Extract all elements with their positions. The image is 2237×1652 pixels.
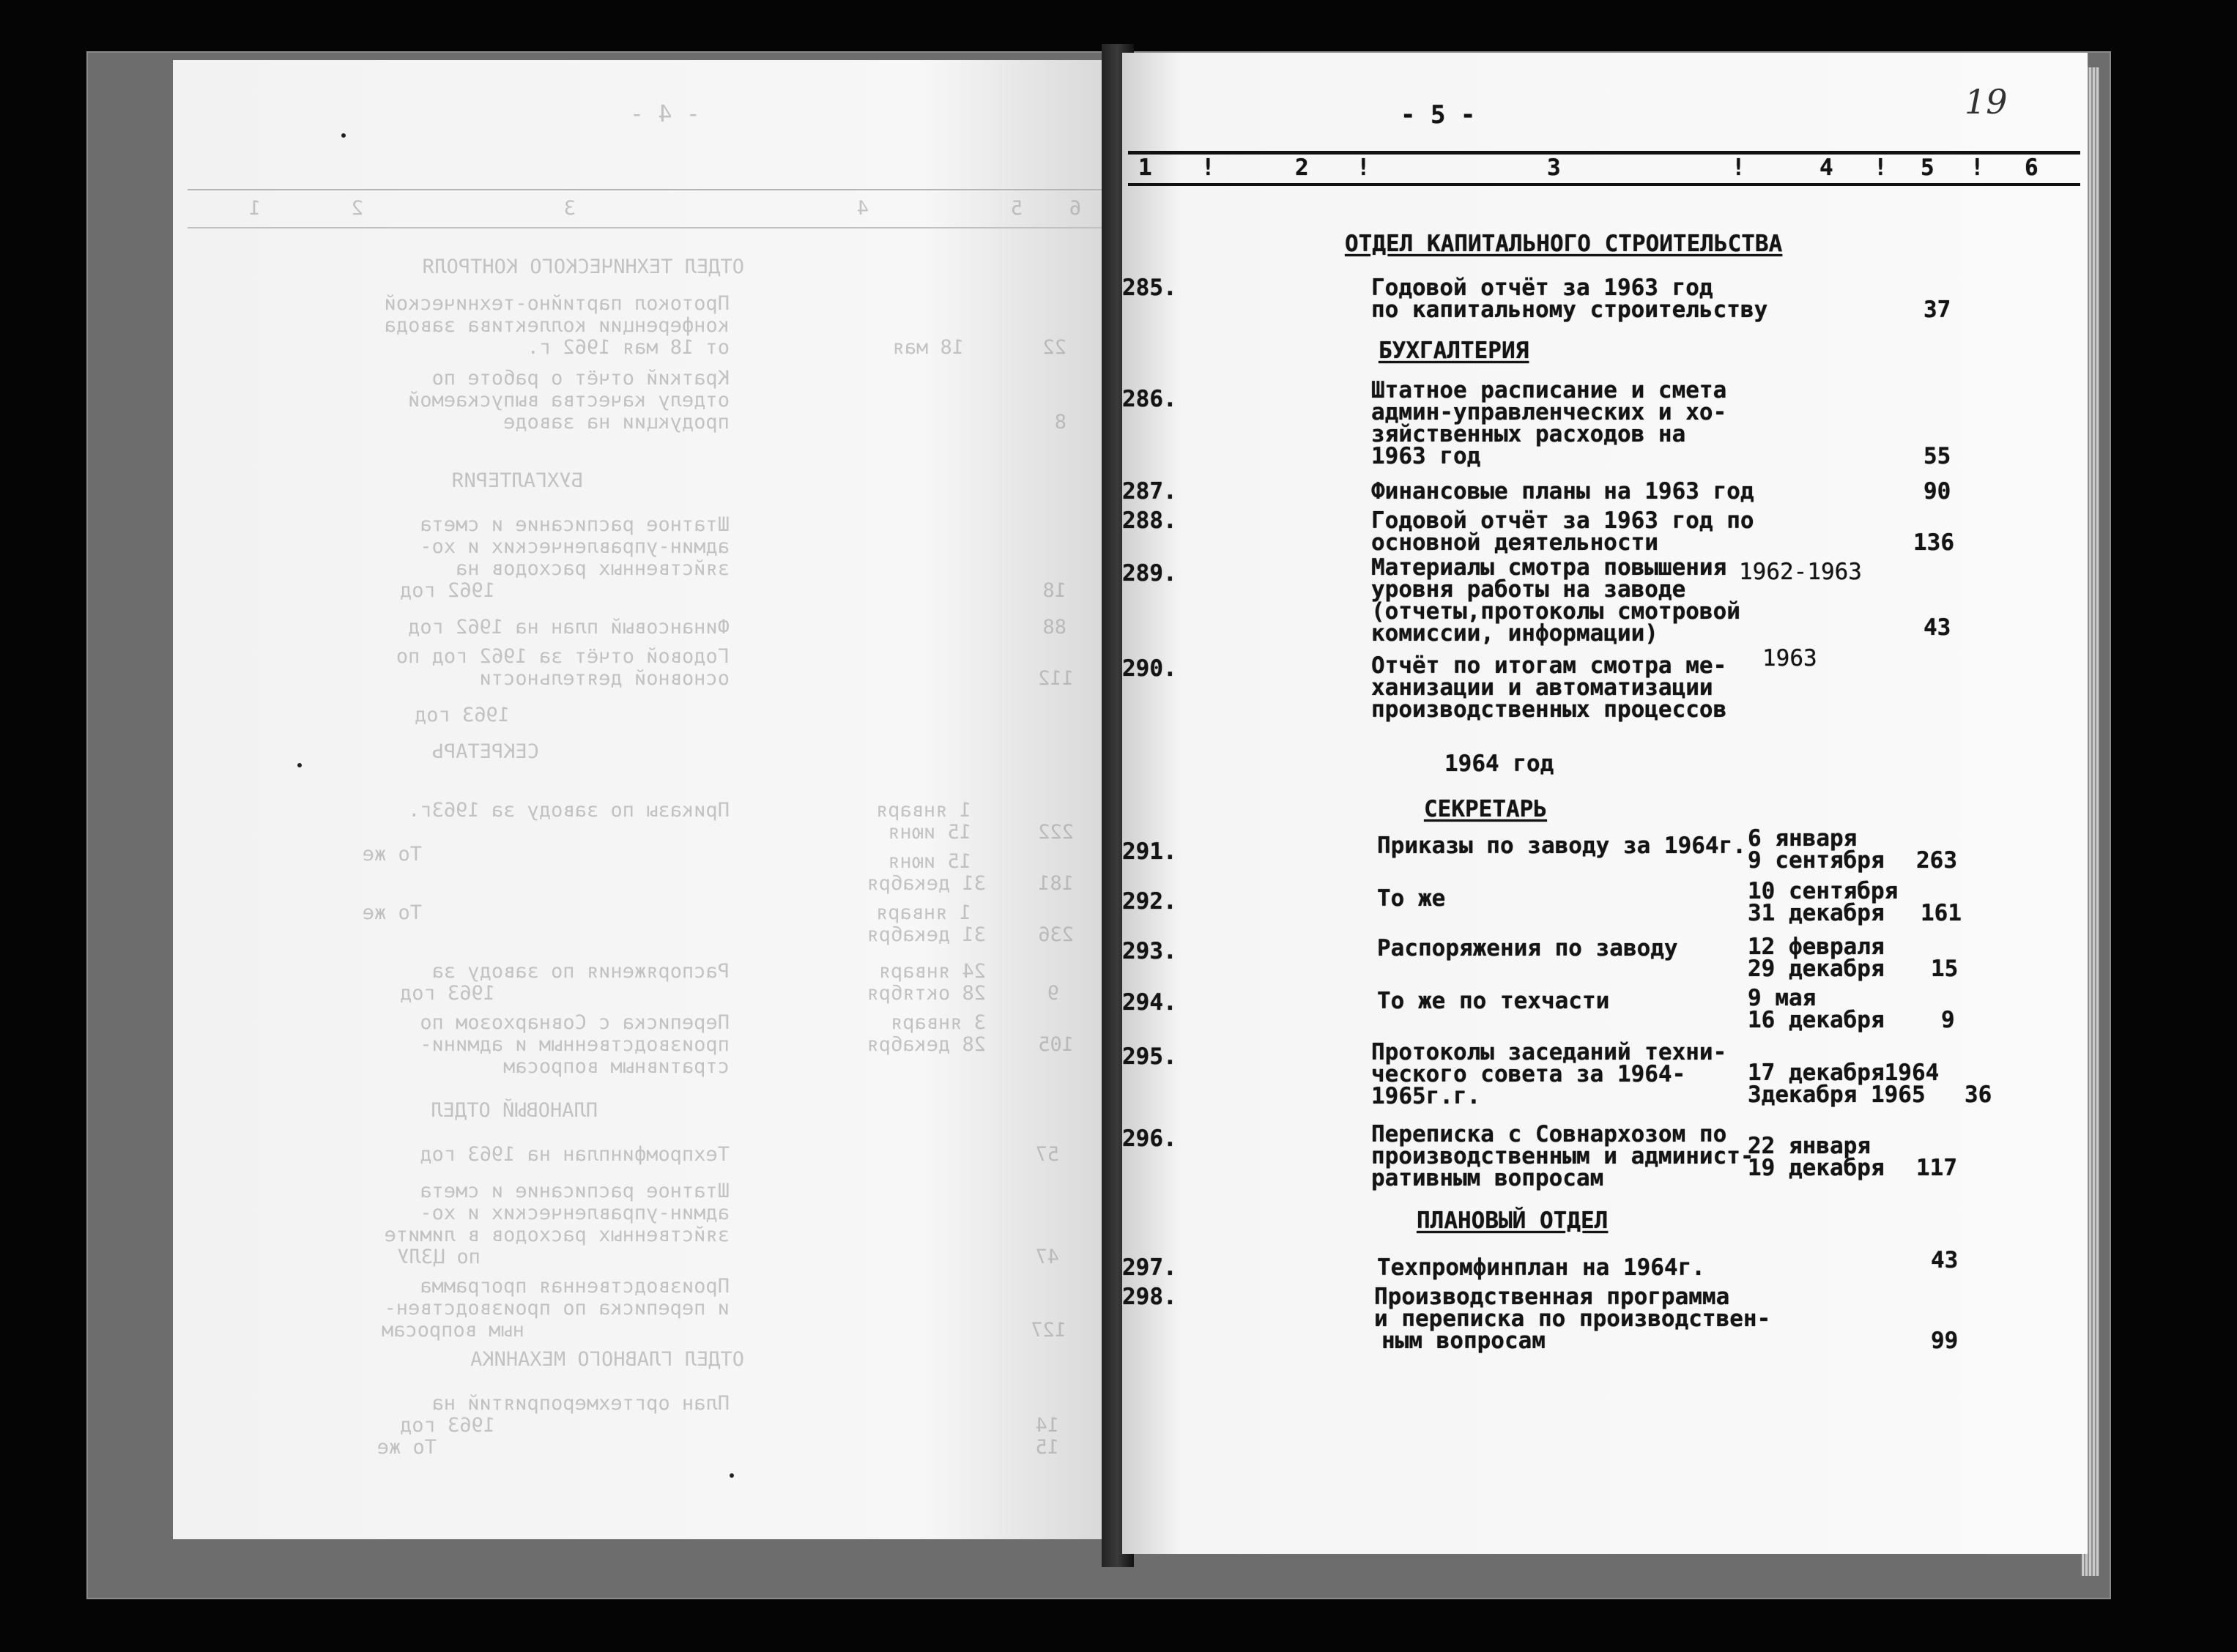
entry-date: 17 декабря1964: [1748, 1060, 1940, 1086]
entry-line: и переписка по производствен-: [1374, 1306, 1771, 1332]
entry-line: Распоряжения по заводу: [1377, 935, 1678, 961]
entry-line: ханизации и автоматизации: [1371, 674, 1713, 701]
left-line: админ-управленческих и хо-: [420, 535, 730, 558]
entry-date: 1962-1963: [1739, 559, 1862, 585]
entry-line: зяйственных расходов на: [1371, 421, 1686, 447]
entry-line: 1965г.г.: [1371, 1083, 1481, 1109]
left-line: конференции коллектива завода: [384, 314, 730, 337]
left-line: То же: [376, 1436, 437, 1459]
entry-sheets: 37: [1923, 297, 1951, 323]
entry-number: 290.: [1122, 655, 1177, 682]
section-title: ПЛАНОВЫЙ ОТДЕЛ: [1417, 1208, 1609, 1234]
left-line: СЕКРЕТАРЬ: [431, 740, 539, 763]
entry-line: То же по техчасти: [1377, 988, 1610, 1014]
entry-line: основной деятельности: [1371, 529, 1658, 556]
left-sheets: 15: [1035, 1436, 1059, 1459]
entry-sheets: 161: [1921, 900, 1962, 926]
left-page-reversed-text: [173, 60, 1110, 1539]
entry-number: 285.: [1122, 275, 1177, 301]
left-sheets: 105: [1038, 1033, 1074, 1056]
entry-number: 298.: [1122, 1284, 1177, 1310]
left-date: 15 июня: [888, 821, 971, 844]
entry-number: 287.: [1122, 478, 1177, 505]
left-page-number: - 4 -: [629, 100, 700, 127]
left-date: 28 октября: [867, 982, 986, 1005]
entry-line: Штатное расписание и смета: [1371, 377, 1727, 403]
left-line: и переписка по производствен-: [384, 1297, 730, 1320]
right-page-number: - 5 -: [1401, 100, 1476, 130]
left-date: 3 января: [890, 1011, 986, 1034]
left-date: 24 января: [878, 960, 986, 983]
entry-line: уровня работы на заводе: [1371, 576, 1686, 603]
left-line: от 18 мая 1962 г.: [527, 336, 730, 359]
entry-sheets: 15: [1931, 956, 1959, 982]
section-title: БУХГАЛТЕРИЯ: [1379, 338, 1529, 364]
left-header-col: 6: [1069, 197, 1081, 220]
entry-date: 3декабря 1965: [1748, 1082, 1926, 1108]
entry-sheets: 90: [1923, 478, 1951, 505]
entry-date: 6 января: [1748, 825, 1858, 852]
left-sheets: 112: [1038, 667, 1074, 690]
left-line: 1962 год: [399, 579, 495, 602]
left-header-rule: [188, 227, 1103, 228]
right-page: - 5 - 19 1 ! 2 ! 3 ! 4 ! 5 ! 6 ОТДЕЛ КАПИТАЛЬНОГО СТРОИТЕЛЬСТВА 285. Годовой отчёт за 1963 год по капитальному строительству 37 БУХГАЛТЕРИЯ 286. Штатное расписание и смета админ-управленческих и хо- зяйственных расходов на 1963 год 55 287. Финансовые планы на 1963 год 90 288. Годовой отчёт за 1963 год по основной деятельности 136 289. Материалы смотра повышения уровня работы на заводе (отчеты,протоколы смотровой комиссии, информации) 1962-1963 43 290. Отчёт по итогам смотра ме- ханизации и автоматизации производственных процессов 1963 1964 год СЕКРЕТАРЬ 291. Приказы по заводу за 1964г. 6 января 9 сентября 263 292. То же 10 сентября 31 декабря 161 293. Распоряжения по заводу 12 февраля 29 декабря 15 294. То же по техчасти 9 мая 16 декабря 9 295. Протоколы заседаний техни- ческого совета за 1964- 1965г.г. 17 декабря1964 3декабря 1965 36 296. Переписка с Совнархозом по производственным и админист- ративным вопросам 22 января 19 декабря 117 ПЛАНОВЫЙ ОТДЕЛ 297. Техпромфинплан на 1964г. 43 298. Производственная программа и переписка по производствен- ным вопросам 99: [1122, 53, 2088, 1554]
left-line: ОТДЕЛ ГЛАВНОГО МЕХАНИКА: [470, 1348, 744, 1371]
entry-date: 12 февраля: [1748, 934, 1885, 960]
header-col-3: 3: [1547, 155, 1561, 181]
entry-number: 295.: [1122, 1043, 1177, 1070]
entry-number: 288.: [1122, 507, 1177, 534]
header-top-rule: [1128, 151, 2080, 155]
entry-sheets: 36: [1965, 1082, 1992, 1108]
header-bottom-rule: [1128, 183, 2080, 186]
left-sheets: 236: [1038, 923, 1074, 946]
left-line: продукции на заводе: [503, 411, 730, 434]
entry-date: 19 декабря: [1748, 1155, 1885, 1181]
left-line: Штатное расписание и смета: [420, 513, 730, 536]
entry-number: 296.: [1122, 1125, 1177, 1152]
left-line: 1963 год: [414, 704, 510, 726]
header-col-2: 2: [1295, 155, 1309, 181]
left-line: План оргтехмероприятий на: [431, 1392, 730, 1415]
year-heading: 1964 год: [1444, 751, 1554, 777]
entry-line: Техпромфинплан на 1964г.: [1377, 1254, 1705, 1281]
entry-line: Протоколы заседаний техни-: [1371, 1039, 1727, 1065]
left-date: 1 января: [875, 901, 971, 924]
left-header-col: 4: [856, 197, 869, 220]
left-date: 31 декабря: [867, 923, 986, 946]
entry-line: Переписка с Совнархозом по: [1371, 1121, 1727, 1147]
entry-number: 291.: [1122, 838, 1177, 865]
left-line: Техпромфинплан на 1963 год: [420, 1143, 730, 1166]
left-sheets: 9: [1047, 982, 1059, 1005]
left-sheets: 222: [1038, 821, 1074, 844]
left-line: Переписка с Совнархозом по: [420, 1011, 730, 1034]
left-line: Годовой отчёт за 1962 год по: [396, 645, 730, 668]
left-line: Приказы по заводу за 1963г.: [408, 799, 730, 822]
entry-date: 9 сентября: [1748, 847, 1885, 874]
left-page: [173, 60, 1110, 1539]
entry-sheets: 55: [1923, 443, 1951, 469]
left-date: 31 декабря: [867, 872, 986, 895]
left-sheets: 88: [1042, 616, 1066, 639]
left-date: 28 декабря: [867, 1033, 986, 1056]
left-date: 18 мая: [892, 336, 964, 359]
entry-number: 289.: [1122, 560, 1177, 587]
speck: [297, 763, 302, 767]
left-line: Финансовый план на 1962 год: [408, 616, 730, 639]
left-line: 1963 год: [399, 1414, 495, 1437]
header-col-1: 1: [1138, 155, 1152, 181]
entry-sheets: 99: [1931, 1328, 1959, 1354]
left-header-rule: [188, 189, 1103, 190]
entry-line: 1963 год: [1371, 443, 1481, 469]
entry-line: Производственная программа: [1374, 1284, 1730, 1310]
left-sheets: 47: [1035, 1246, 1059, 1268]
entry-date: 29 декабря: [1748, 956, 1885, 982]
entry-line: Материалы смотра повышения: [1371, 554, 1727, 581]
left-sheets: 8: [1054, 411, 1066, 434]
left-line: ПЛАНОВЫЙ ОТДЕЛ: [431, 1099, 598, 1122]
header-col-6: 6: [2025, 155, 2038, 181]
left-line: по ЦЗЛУ: [397, 1246, 481, 1268]
left-line: админ-управленческих и хо-: [420, 1202, 730, 1224]
left-sheets: 57: [1035, 1143, 1059, 1166]
entry-line: ческого совета за 1964-: [1371, 1061, 1686, 1087]
entry-number: 292.: [1122, 888, 1177, 915]
entry-line: Приказы по заводу за 1964г.: [1377, 833, 1746, 859]
left-line: Производственная программа: [420, 1275, 730, 1298]
entry-date: 1963: [1762, 645, 1817, 671]
left-date: 1 января: [875, 799, 971, 822]
entry-number: 294.: [1122, 989, 1177, 1016]
entry-line: ративным вопросам: [1371, 1165, 1604, 1191]
entry-date: 10 сентября: [1748, 878, 1899, 904]
left-line: зяйственных расходов в лимите: [384, 1224, 730, 1246]
left-line: БУХГАЛТЕРИЯ: [452, 469, 583, 492]
entry-sheets: 136: [1913, 529, 1954, 556]
entry-line: производственным и админист-: [1371, 1143, 1754, 1169]
entry-date: 31 декабря: [1748, 900, 1885, 926]
entry-sheets: 117: [1916, 1155, 1957, 1181]
left-sheets: 181: [1038, 872, 1074, 895]
left-line: ным вопросам: [381, 1319, 524, 1342]
left-line: зяйственных расходов на: [456, 557, 730, 580]
entry-date: 9 мая: [1748, 985, 1817, 1011]
left-sheets: 22: [1042, 336, 1066, 359]
header-col-4: 4: [1819, 155, 1833, 181]
left-header-col: 2: [351, 197, 363, 220]
entry-number: 293.: [1122, 938, 1177, 964]
left-line: основной деятельности: [479, 667, 730, 690]
entry-line: комиссии, информации): [1371, 620, 1658, 647]
left-header-col: 1: [248, 197, 261, 220]
entry-line: ным вопросам: [1381, 1328, 1546, 1354]
left-line: Распоряжения по заводу за: [431, 960, 730, 983]
left-line: стративным вопросам: [503, 1055, 730, 1078]
section-title: ОТДЕЛ КАПИТАЛЬНОГО СТРОИТЕЛЬСТВА: [1345, 231, 1783, 257]
left-date: 15 июня: [888, 850, 971, 873]
entry-number: 297.: [1122, 1254, 1177, 1281]
speck: [341, 133, 346, 138]
entry-line: Годовой отчёт за 1963 год: [1371, 275, 1713, 301]
entry-sheets: 43: [1931, 1247, 1959, 1273]
entry-line: То же: [1377, 885, 1446, 912]
entry-line: Отчёт по итогам смотра ме-: [1371, 652, 1727, 679]
left-sheets: 127: [1031, 1319, 1066, 1342]
entry-sheets: 43: [1923, 614, 1951, 641]
entry-sheets: 9: [1941, 1007, 1955, 1033]
entry-line: по капитальному строительству: [1371, 297, 1768, 323]
left-line: 1963 год: [399, 982, 495, 1005]
left-line: То же: [362, 901, 422, 924]
left-line: Штатное расписание и смета: [420, 1180, 730, 1202]
entry-number: 286.: [1122, 386, 1177, 412]
entry-date: 16 декабря: [1748, 1007, 1885, 1033]
entry-line: админ-управленческих и хо-: [1371, 399, 1727, 425]
speck: [730, 1473, 734, 1478]
left-line: Протокол партийно-технической: [384, 292, 730, 315]
handwritten-folio: 19: [1965, 82, 2008, 122]
left-line: производственным и админи-: [420, 1033, 730, 1056]
entry-line: производственных процессов: [1371, 696, 1727, 723]
left-line: Краткий отчёт о работе по: [431, 367, 730, 390]
left-line: отделу качества выпускаемой: [408, 389, 730, 412]
entry-date: 22 января: [1748, 1133, 1871, 1159]
entry-line: (отчеты,протоколы смотровой: [1371, 598, 1740, 625]
left-header-col: 3: [563, 197, 576, 220]
entry-line: Годовой отчёт за 1963 год по: [1371, 507, 1754, 534]
left-line: ОТДЕЛ ТЕХНИЧЕСКОГО КОНТРОЛЯ: [423, 256, 744, 278]
entry-sheets: 263: [1916, 847, 1957, 874]
left-header-col: 5: [1010, 197, 1023, 220]
header-col-5: 5: [1921, 155, 1934, 181]
section-title: СЕКРЕТАРЬ: [1424, 796, 1547, 822]
entry-line: Финансовые планы на 1963 год: [1371, 478, 1754, 505]
left-line: То же: [362, 843, 422, 866]
left-sheets: 14: [1035, 1414, 1059, 1437]
left-sheets: 18: [1042, 579, 1066, 602]
